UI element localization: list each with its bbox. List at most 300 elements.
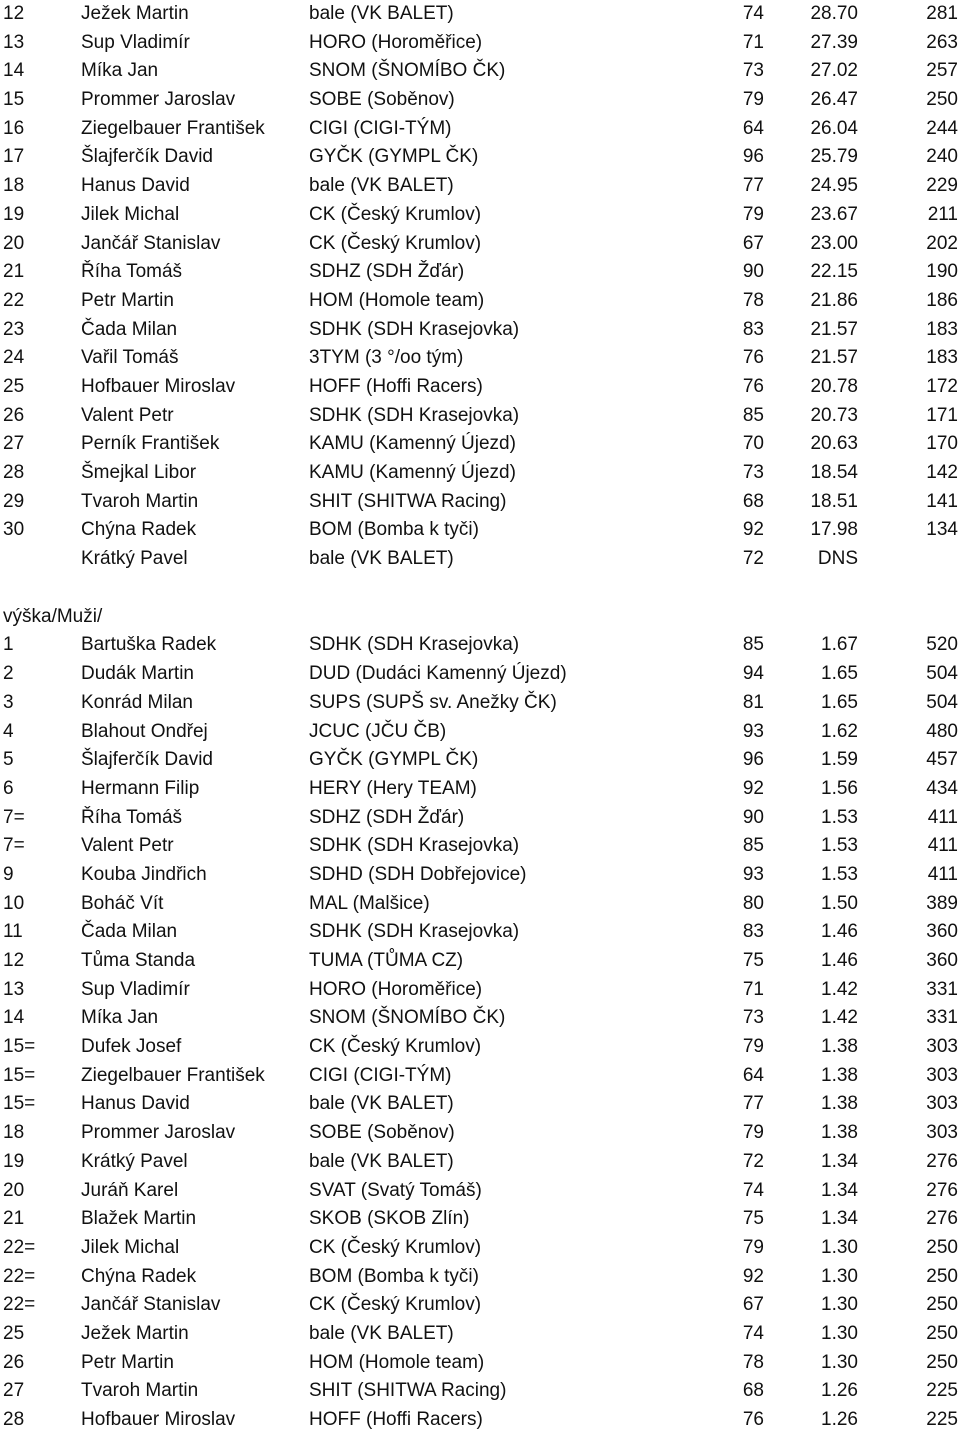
year-cell: 85 xyxy=(742,634,764,656)
club-cell: 3TYM (3 °/oo tým) xyxy=(309,347,464,369)
year-cell: 79 xyxy=(742,1236,764,1258)
year-cell: 76 xyxy=(742,347,764,369)
name-cell: Tvaroh Martin xyxy=(81,490,199,512)
points-cell: 411 xyxy=(927,863,958,885)
club-cell: bale (VK BALET) xyxy=(309,548,454,570)
table-row xyxy=(0,57,960,86)
year-cell: 72 xyxy=(742,1150,764,1172)
year-cell: 80 xyxy=(742,892,764,914)
performance-cell: 1.59 xyxy=(821,749,858,771)
year-cell: 75 xyxy=(742,1208,764,1230)
rank-cell: 13 xyxy=(3,978,25,1000)
rank-cell: 9 xyxy=(3,863,14,885)
performance-cell: 1.38 xyxy=(821,1093,858,1115)
year-cell: 92 xyxy=(742,519,764,541)
performance-cell: 1.42 xyxy=(821,978,858,1000)
club-cell: KAMU (Kamenný Újezd) xyxy=(309,433,516,455)
club-cell: HORO (Horoměřice) xyxy=(309,31,483,53)
club-cell: SOBE (Soběnov) xyxy=(309,1122,455,1144)
table-row xyxy=(0,316,960,345)
table-row xyxy=(0,488,960,517)
performance-cell: 23.00 xyxy=(810,232,858,254)
points-cell: 257 xyxy=(926,60,958,82)
performance-cell: 1.67 xyxy=(821,634,858,656)
points-cell: 263 xyxy=(926,31,958,53)
points-cell: 250 xyxy=(926,1322,958,1344)
points-cell: 303 xyxy=(926,1122,958,1144)
rank-cell: 28 xyxy=(3,462,25,483)
year-cell: 83 xyxy=(742,318,764,340)
year-cell: 79 xyxy=(742,89,764,111)
points-cell: 250 xyxy=(926,1351,958,1373)
rank-cell: 17 xyxy=(3,146,25,168)
points-cell: 389 xyxy=(926,892,958,914)
table-row xyxy=(0,1148,960,1177)
performance-cell: 23.67 xyxy=(810,203,858,225)
year-cell: 71 xyxy=(742,978,764,1000)
name-cell: Krátký Pavel xyxy=(81,1150,188,1172)
name-cell: Petr Martin xyxy=(81,1351,174,1373)
table-row xyxy=(0,1377,960,1406)
rank-cell: 20 xyxy=(3,1179,25,1201)
club-cell: SDHK (SDH Krasejovka) xyxy=(309,921,520,943)
club-cell: bale (VK BALET) xyxy=(309,1150,454,1172)
performance-cell: 1.50 xyxy=(821,892,858,914)
club-cell: CK (Český Krumlov) xyxy=(309,232,482,254)
club-cell: SVAT (Svatý Tomáš) xyxy=(309,1179,482,1201)
year-cell: 78 xyxy=(742,289,764,311)
name-cell: Bartuška Radek xyxy=(81,634,217,656)
club-cell: bale (VK BALET) xyxy=(309,3,454,24)
performance-cell: 28.70 xyxy=(810,3,858,24)
year-cell: 70 xyxy=(742,433,764,455)
performance-cell: 1.56 xyxy=(821,777,858,799)
performance-cell: 21.57 xyxy=(810,318,858,340)
rank-cell: 22= xyxy=(3,1294,36,1316)
table-row xyxy=(0,660,960,689)
points-cell: 171 xyxy=(926,404,958,426)
table-row xyxy=(0,201,960,230)
year-cell: 96 xyxy=(742,749,764,771)
table-row xyxy=(0,172,960,201)
name-cell: Dudák Martin xyxy=(81,663,194,685)
table-row xyxy=(0,1263,960,1292)
rank-cell: 29 xyxy=(3,490,25,512)
name-cell: Blažek Martin xyxy=(81,1208,197,1230)
rank-cell: 30 xyxy=(3,519,25,541)
year-cell: 73 xyxy=(742,60,764,82)
year-cell: 67 xyxy=(742,232,764,254)
points-cell: 225 xyxy=(926,1380,958,1402)
performance-cell: 27.39 xyxy=(810,31,858,53)
points-cell: 172 xyxy=(926,375,958,397)
section-spacer xyxy=(0,574,960,603)
club-cell: CIGI (CIGI-TÝM) xyxy=(309,1064,452,1086)
year-cell: 67 xyxy=(742,1294,764,1316)
table-row xyxy=(0,0,960,29)
rank-cell: 6 xyxy=(3,777,14,799)
points-cell: 190 xyxy=(926,261,958,283)
name-cell: Ziegelbauer František xyxy=(81,117,265,139)
name-cell: Míka Jan xyxy=(81,1007,159,1029)
year-cell: 81 xyxy=(742,691,764,713)
name-cell: Říha Tomáš xyxy=(81,261,183,283)
performance-cell: 1.26 xyxy=(821,1409,858,1430)
year-cell: 76 xyxy=(742,375,764,397)
rank-cell: 15= xyxy=(3,1093,36,1115)
rank-cell: 23 xyxy=(3,318,25,340)
points-cell: 331 xyxy=(926,1007,958,1029)
year-cell: 94 xyxy=(742,663,764,685)
performance-cell: 20.63 xyxy=(810,433,858,455)
rank-cell: 24 xyxy=(3,347,25,369)
rank-cell: 11 xyxy=(3,921,23,943)
points-cell: 504 xyxy=(926,691,958,713)
name-cell: Jilek Michal xyxy=(81,1236,180,1258)
rank-cell: 10 xyxy=(3,892,25,914)
performance-cell: 1.34 xyxy=(821,1179,858,1201)
table-row xyxy=(0,402,960,431)
table-row xyxy=(0,1406,960,1435)
table-row xyxy=(0,86,960,115)
year-cell: 90 xyxy=(742,806,764,828)
name-cell: Hanus David xyxy=(81,1093,190,1115)
name-cell: Hofbauer Miroslav xyxy=(81,1409,236,1430)
year-cell: 73 xyxy=(742,1007,764,1029)
points-cell: 170 xyxy=(926,433,958,455)
name-cell: Šlajferčík David xyxy=(81,146,213,168)
points-cell: 281 xyxy=(926,3,958,24)
points-cell: 225 xyxy=(926,1409,958,1430)
table-row xyxy=(0,746,960,775)
club-cell: SDHZ (SDH Žďár) xyxy=(309,261,465,283)
name-cell: Konrád Milan xyxy=(81,691,193,713)
year-cell: 74 xyxy=(742,3,764,24)
club-cell: TUMA (TŮMA CZ) xyxy=(309,950,464,971)
rank-cell: 18 xyxy=(3,175,25,197)
performance-cell: 1.53 xyxy=(821,835,858,857)
rank-cell: 15= xyxy=(3,1036,36,1058)
table-row xyxy=(0,430,960,459)
year-cell: 64 xyxy=(742,117,764,139)
club-cell: HOM (Homole team) xyxy=(309,1351,485,1373)
year-cell: 68 xyxy=(742,1380,764,1402)
name-cell: Hofbauer Miroslav xyxy=(81,375,236,397)
performance-cell: 27.02 xyxy=(810,60,858,82)
points-cell: 250 xyxy=(926,1236,958,1258)
performance-cell: 1.65 xyxy=(821,691,858,713)
year-cell: 75 xyxy=(742,950,764,971)
table-row xyxy=(0,1234,960,1263)
table-row xyxy=(0,976,960,1005)
year-cell: 90 xyxy=(742,261,764,283)
rank-cell: 26 xyxy=(3,1351,25,1373)
table-row xyxy=(0,804,960,833)
rank-cell: 1 xyxy=(3,634,14,656)
year-cell: 74 xyxy=(742,1322,764,1344)
table-row xyxy=(0,832,960,861)
club-cell: SOBE (Soběnov) xyxy=(309,89,455,111)
performance-cell: 26.04 xyxy=(810,117,858,139)
name-cell: Blahout Ondřej xyxy=(81,720,208,742)
year-cell: 93 xyxy=(742,720,764,742)
year-cell: 74 xyxy=(742,1179,764,1201)
points-cell: 360 xyxy=(926,921,958,943)
club-cell: SNOM (ŠNOMÍBO ČK) xyxy=(309,1007,506,1029)
club-cell: bale (VK BALET) xyxy=(309,1322,454,1344)
table-row xyxy=(0,1320,960,1349)
name-cell: Šlajferčík David xyxy=(81,749,213,771)
points-cell: 142 xyxy=(926,462,958,483)
table-row xyxy=(0,287,960,316)
rank-cell: 27 xyxy=(3,1380,25,1402)
name-cell: Petr Martin xyxy=(81,289,174,311)
rank-cell: 5 xyxy=(3,749,14,771)
table-row xyxy=(0,344,960,373)
performance-cell: 1.38 xyxy=(821,1064,858,1086)
points-cell: 186 xyxy=(926,289,958,311)
performance-cell: 22.15 xyxy=(810,261,858,283)
club-cell: BOM (Bomba k tyči) xyxy=(309,519,479,541)
year-cell: 85 xyxy=(742,835,764,857)
points-cell: 244 xyxy=(926,117,958,139)
name-cell: Hermann Filip xyxy=(81,777,200,799)
table-row xyxy=(0,918,960,947)
performance-cell: 1.46 xyxy=(821,921,858,943)
year-cell: 79 xyxy=(742,203,764,225)
points-cell: 276 xyxy=(926,1150,958,1172)
name-cell: Míka Jan xyxy=(81,60,159,82)
club-cell: SDHZ (SDH Žďár) xyxy=(309,806,465,828)
rank-cell: 22 xyxy=(3,289,25,311)
rank-cell: 19 xyxy=(3,203,25,225)
year-cell: 78 xyxy=(742,1351,764,1373)
name-cell: Hanus David xyxy=(81,175,190,197)
performance-cell: DNS xyxy=(817,548,858,570)
club-cell: bale (VK BALET) xyxy=(309,175,454,197)
name-cell: Ziegelbauer František xyxy=(81,1064,265,1086)
points-cell: 303 xyxy=(926,1064,958,1086)
name-cell: Jančář Stanislav xyxy=(81,1294,221,1316)
points-cell: 276 xyxy=(926,1179,958,1201)
rank-cell: 14 xyxy=(3,1007,25,1029)
club-cell: bale (VK BALET) xyxy=(309,1093,454,1115)
table-row xyxy=(0,775,960,804)
club-cell: MAL (Malšice) xyxy=(309,892,430,914)
name-cell: Krátký Pavel xyxy=(81,548,188,570)
table-row xyxy=(0,115,960,144)
year-cell: 96 xyxy=(742,146,764,168)
table-row xyxy=(0,1004,960,1033)
points-cell: 211 xyxy=(927,203,958,225)
name-cell: Valent Petr xyxy=(81,404,174,426)
club-cell: SKOB (SKOB Zlín) xyxy=(309,1208,470,1230)
table-row xyxy=(0,689,960,718)
performance-cell: 1.62 xyxy=(821,720,858,742)
table-row xyxy=(0,1177,960,1206)
name-cell: Šmejkal Libor xyxy=(81,462,197,483)
name-cell: Vařil Tomáš xyxy=(81,347,179,369)
name-cell: Tvaroh Martin xyxy=(81,1380,199,1402)
club-cell: SDHK (SDH Krasejovka) xyxy=(309,404,520,426)
year-cell: 92 xyxy=(742,1265,764,1287)
table-row xyxy=(0,890,960,919)
points-cell: 360 xyxy=(926,950,958,971)
points-cell: 411 xyxy=(927,835,958,857)
rank-cell: 3 xyxy=(3,691,14,713)
table-row xyxy=(0,1062,960,1091)
name-cell: Prommer Jaroslav xyxy=(81,1122,236,1144)
points-cell: 250 xyxy=(926,89,958,111)
performance-cell: 20.78 xyxy=(810,375,858,397)
rank-cell: 12 xyxy=(3,950,25,971)
year-cell: 73 xyxy=(742,462,764,483)
club-cell: KAMU (Kamenný Újezd) xyxy=(309,462,516,483)
performance-cell: 18.51 xyxy=(810,490,858,512)
performance-cell: 1.30 xyxy=(821,1236,858,1258)
table-row xyxy=(0,861,960,890)
year-cell: 72 xyxy=(742,548,764,570)
rank-cell: 22= xyxy=(3,1265,36,1287)
table-row xyxy=(0,29,960,58)
name-cell: Ježek Martin xyxy=(81,1322,189,1344)
club-cell: HORO (Horoměřice) xyxy=(309,978,483,1000)
section-title: výška/Muži/ xyxy=(3,605,103,627)
year-cell: 85 xyxy=(742,404,764,426)
performance-cell: 17.98 xyxy=(810,519,858,541)
rank-cell: 25 xyxy=(3,1322,25,1344)
table-row xyxy=(0,631,960,660)
results-table-1 xyxy=(0,0,960,574)
points-cell: 504 xyxy=(926,663,958,685)
points-cell: 240 xyxy=(926,146,958,168)
table-row xyxy=(0,1205,960,1234)
performance-cell: 1.42 xyxy=(821,1007,858,1029)
performance-cell: 1.30 xyxy=(821,1265,858,1287)
name-cell: Ježek Martin xyxy=(81,3,189,24)
name-cell: Jilek Michal xyxy=(81,203,180,225)
name-cell: Čada Milan xyxy=(81,921,178,943)
rank-cell: 22= xyxy=(3,1236,36,1258)
performance-cell: 1.30 xyxy=(821,1294,858,1316)
performance-cell: 25.79 xyxy=(810,146,858,168)
name-cell: Sup Vladimír xyxy=(81,978,190,1000)
club-cell: CK (Český Krumlov) xyxy=(309,1036,482,1058)
table-row xyxy=(0,947,960,976)
year-cell: 71 xyxy=(742,31,764,53)
club-cell: SDHK (SDH Krasejovka) xyxy=(309,318,520,340)
year-cell: 76 xyxy=(742,1409,764,1430)
club-cell: CK (Český Krumlov) xyxy=(309,1236,482,1258)
name-cell: Boháč Vít xyxy=(81,892,164,914)
performance-cell: 1.53 xyxy=(821,806,858,828)
points-cell: 202 xyxy=(926,232,958,254)
performance-cell: 24.95 xyxy=(810,175,858,197)
club-cell: GYČK (GYMPL ČK) xyxy=(309,749,479,771)
rank-cell: 12 xyxy=(3,3,25,24)
club-cell: HOM (Homole team) xyxy=(309,289,485,311)
year-cell: 77 xyxy=(742,175,764,197)
club-cell: GYČK (GYMPL ČK) xyxy=(309,146,479,168)
performance-cell: 21.57 xyxy=(810,347,858,369)
rank-cell: 15= xyxy=(3,1064,36,1086)
table-row xyxy=(0,1119,960,1148)
name-cell: Chýna Radek xyxy=(81,519,197,541)
rank-cell: 18 xyxy=(3,1122,25,1144)
club-cell: DUD (Dudáci Kamenný Újezd) xyxy=(309,663,567,685)
points-cell: 457 xyxy=(926,749,958,771)
year-cell: 79 xyxy=(742,1122,764,1144)
points-cell: 183 xyxy=(926,318,958,340)
table-row xyxy=(0,1349,960,1378)
performance-cell: 1.34 xyxy=(821,1150,858,1172)
table-row xyxy=(0,545,960,574)
points-cell: 141 xyxy=(926,490,958,512)
table-row xyxy=(0,230,960,259)
points-cell: 480 xyxy=(926,720,958,742)
year-cell: 79 xyxy=(742,1036,764,1058)
table-row xyxy=(0,516,960,545)
name-cell: Čada Milan xyxy=(81,318,178,340)
table-row xyxy=(0,718,960,747)
table-row xyxy=(0,258,960,287)
performance-cell: 20.73 xyxy=(810,404,858,426)
points-cell: 250 xyxy=(926,1265,958,1287)
name-cell: Dufek Josef xyxy=(81,1036,182,1058)
performance-cell: 1.38 xyxy=(821,1036,858,1058)
club-cell: CK (Český Krumlov) xyxy=(309,1294,482,1316)
table-row xyxy=(0,1090,960,1119)
year-cell: 68 xyxy=(742,490,764,512)
rank-cell: 13 xyxy=(3,31,25,53)
performance-cell: 1.65 xyxy=(821,663,858,685)
rank-cell: 2 xyxy=(3,663,14,685)
name-cell: Sup Vladimír xyxy=(81,31,190,53)
club-cell: SDHK (SDH Krasejovka) xyxy=(309,634,520,656)
points-cell: 134 xyxy=(926,519,958,541)
club-cell: SHIT (SHITWA Racing) xyxy=(309,1380,507,1402)
table-row xyxy=(0,1033,960,1062)
club-cell: HERY (Hery TEAM) xyxy=(309,777,477,799)
name-cell: Juráň Karel xyxy=(81,1179,179,1201)
name-cell: Valent Petr xyxy=(81,835,174,857)
year-cell: 64 xyxy=(742,1064,764,1086)
points-cell: 411 xyxy=(927,806,958,828)
year-cell: 92 xyxy=(742,777,764,799)
table-row xyxy=(0,459,960,488)
performance-cell: 1.34 xyxy=(821,1208,858,1230)
points-cell: 250 xyxy=(926,1294,958,1316)
rank-cell: 15 xyxy=(3,89,25,111)
performance-cell: 1.30 xyxy=(821,1351,858,1373)
name-cell: Kouba Jindřich xyxy=(81,863,207,885)
club-cell: HOFF (Hoffi Racers) xyxy=(309,1409,483,1430)
rank-cell: 7= xyxy=(3,835,25,857)
results-table-2 xyxy=(0,631,960,1434)
rank-cell: 21 xyxy=(3,1208,25,1230)
club-cell: BOM (Bomba k tyči) xyxy=(309,1265,479,1287)
points-cell: 520 xyxy=(926,634,958,656)
performance-cell: 1.30 xyxy=(821,1322,858,1344)
rank-cell: 19 xyxy=(3,1150,25,1172)
year-cell: 83 xyxy=(742,921,764,943)
club-cell: SUPS (SUPŠ sv. Anežky ČK) xyxy=(309,691,557,713)
performance-cell: 1.26 xyxy=(821,1380,858,1402)
table-row xyxy=(0,143,960,172)
table-row xyxy=(0,1291,960,1320)
performance-cell: 1.46 xyxy=(821,950,858,971)
performance-cell: 18.54 xyxy=(810,462,858,483)
